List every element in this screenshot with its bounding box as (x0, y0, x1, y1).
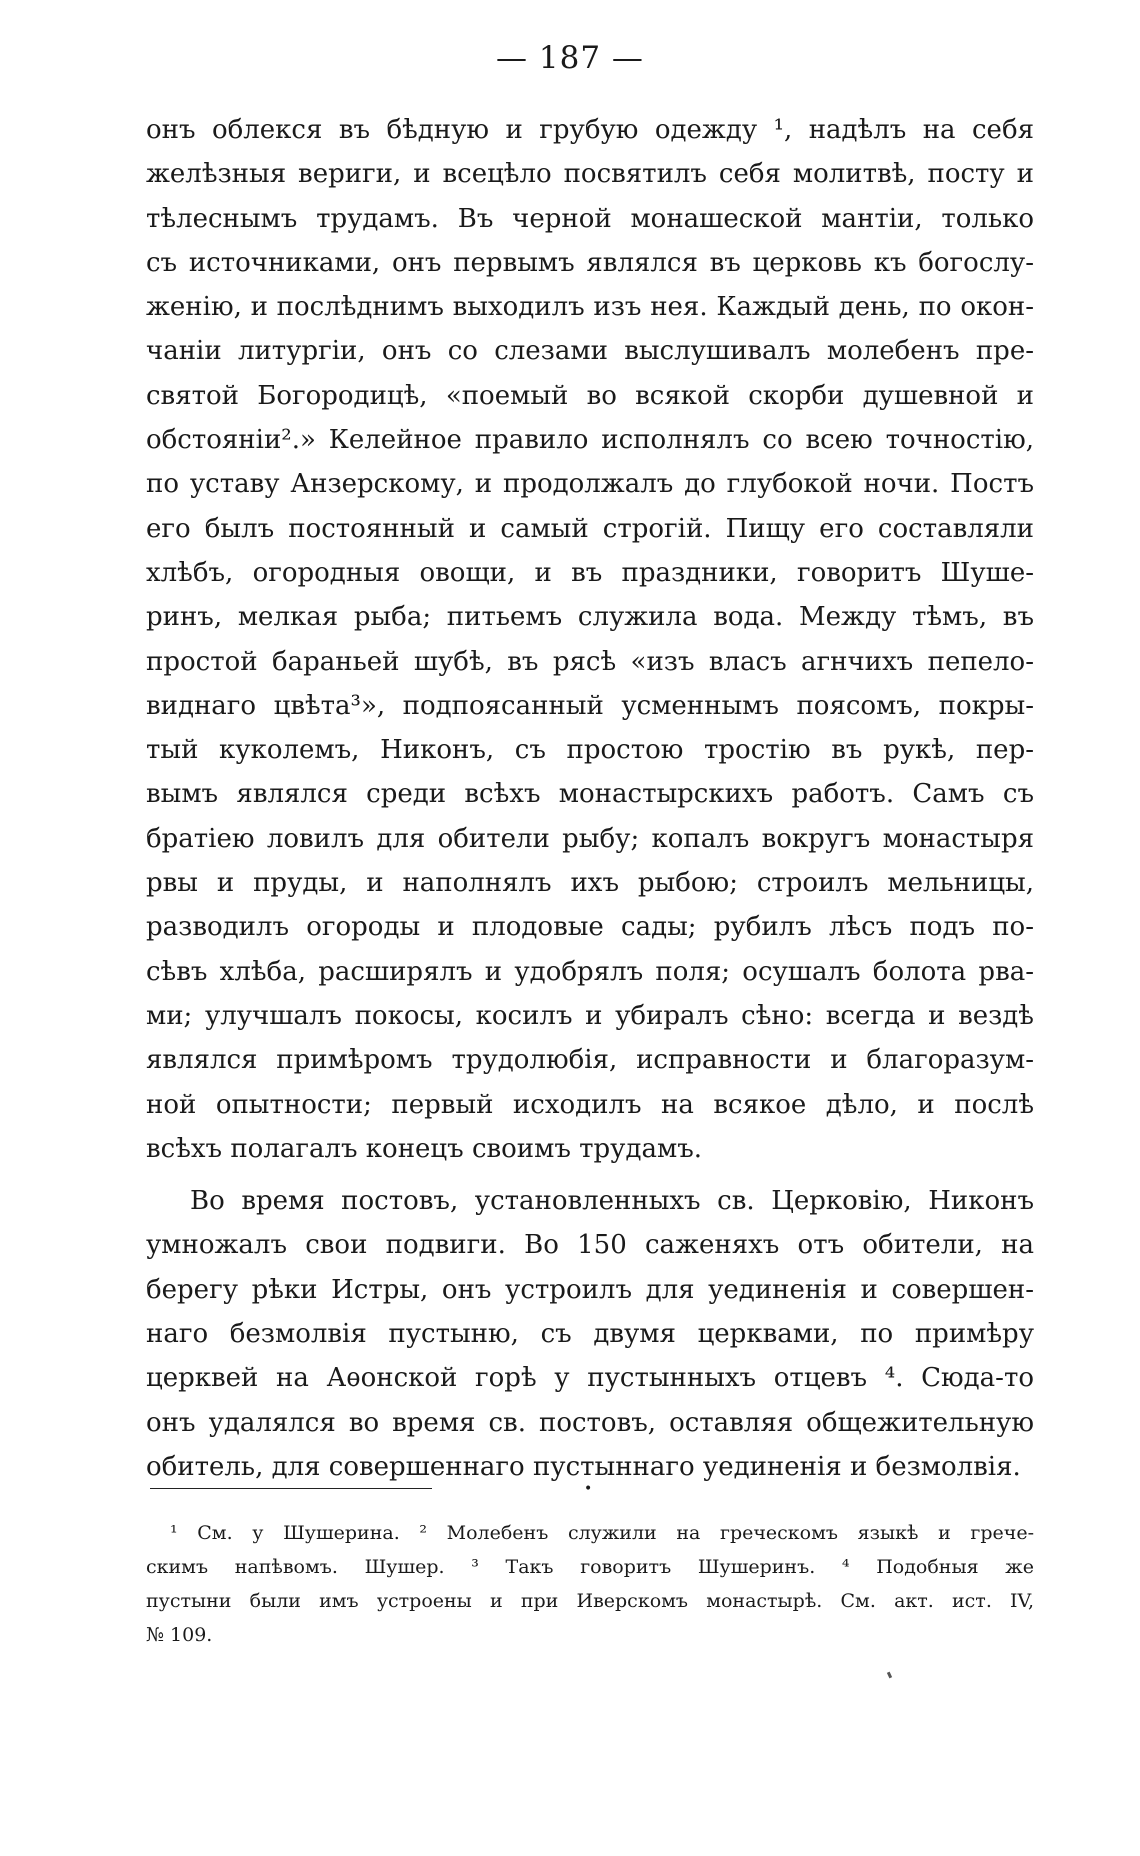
text-line: хлѣбъ, огородныя овощи, и въ праздники, говоритъ Шуше- (146, 557, 1034, 588)
text-line: церквей на Аѳонской горѣ у пустынныхъ отцевъ ⁴. Сюда-то (146, 1363, 1034, 1394)
text-line: ной опытности; первый исходилъ на всякое дѣло, и послѣ (146, 1089, 1034, 1120)
text-line: сѣвъ хлѣба, расширялъ и удобрялъ поля; осушалъ болота рва- (146, 956, 1034, 987)
text-line: рвы и пруды, и наполнялъ ихъ рыбою; строилъ мельницы, (146, 868, 1034, 899)
text-line: тѣлеснымъ трудамъ. Въ черной монашеской мантіи, только (146, 203, 1034, 234)
text-line: Во время постовъ, установленныхъ св. Церковію, Никонъ (190, 1186, 1034, 1217)
footnote-line: № 109. (146, 1624, 213, 1646)
text-line: простой бараньей шубѣ, въ рясѣ «изъ власъ агнчихъ пепело- (146, 646, 1034, 677)
text-line: разводилъ огороды и плодовые сады; рубилъ лѣсъ подъ по- (146, 912, 1034, 943)
text-line: онъ удалялся во время св. постовъ, оставляя общежительную (146, 1407, 1034, 1438)
footnote-separator (150, 1488, 432, 1489)
text-line: берегу рѣки Истры, онъ устроилъ для уединенія и совершен- (146, 1274, 1034, 1305)
paragraph-gap (146, 1171, 1034, 1179)
text-line: тый куколемъ, Никонъ, съ простою тростію въ рукѣ, пер- (146, 735, 1034, 766)
text-line: наго безмолвія пустыню, съ двумя церквами, по примѣру (146, 1319, 1034, 1350)
text-line: съ источниками, онъ первымъ являлся въ церковь къ богослу- (146, 247, 1034, 278)
text-line: обстояніи².» Келейное правило исполнялъ со всею точностію, (146, 425, 1034, 456)
text-line: по уставу Анзерскому, и продолжалъ до глубокой ночи. Постъ (146, 469, 1034, 500)
text-line: чаніи литургіи, онъ со слезами выслушивалъ молебенъ пре- (146, 336, 1034, 367)
text-line: ринъ, мелкая рыба; питьемъ служила вода. Между тѣмъ, въ (146, 602, 1034, 633)
main-text (146, 108, 1034, 1489)
text-line: вымъ являлся среди всѣхъ монастырскихъ работъ. Самъ съ (146, 779, 1034, 810)
text-line: всѣхъ полагалъ конецъ своимъ трудамъ. (146, 1133, 703, 1164)
page-number: — 187 — (496, 40, 644, 76)
footnote-line: пустыни были имъ устроены и при Иверскомъ монастырѣ. См. акт. ист. IV, (146, 1590, 1034, 1612)
text-line: виднаго цвѣта³», подпоясанный усменнымъ поясомъ, покры- (146, 690, 1034, 721)
print-speck-icon: • (584, 1481, 593, 1497)
text-line: умножалъ свои подвиги. Во 150 саженяхъ отъ обители, на (146, 1230, 1034, 1261)
text-line: святой Богородицѣ, «поемый во всякой скорби душевной и (146, 380, 1034, 411)
footnotes (146, 1516, 1034, 1652)
footnote-line: ¹ См. у Шушерина. ² Молебенъ служили на греческомъ языкѣ и грече- (170, 1522, 1034, 1544)
footnote-line: скимъ напѣвомъ. Шушер. ³ Такъ говоритъ Шушеринъ. ⁴ Подобныя же (146, 1556, 1034, 1578)
text-line: являлся примѣромъ трудолюбія, исправности и благоразум- (146, 1045, 1034, 1076)
print-speck-icon (887, 1672, 892, 1679)
text-line: братіею ловилъ для обители рыбу; копалъ вокругъ монастыря (146, 823, 1034, 854)
text-line: онъ облекся въ бѣдную и грубую одежду ¹, надѣлъ на себя (146, 115, 1034, 145)
text-line: его былъ постоянный и самый строгій. Пищу его составляли (146, 513, 1034, 544)
text-line: ми; улучшалъ покосы, косилъ и убиралъ сѣно: всегда и вездѣ (146, 1000, 1034, 1031)
text-line: обитель, для совершеннаго пустыннаго уединенія и безмолвія. (146, 1451, 1021, 1482)
text-line: желѣзныя вериги, и всецѣло посвятилъ себя молитвѣ, посту и (146, 159, 1034, 190)
text-line: женію, и послѣднимъ выходилъ изъ нея. Каждый день, по окон- (146, 292, 1034, 323)
